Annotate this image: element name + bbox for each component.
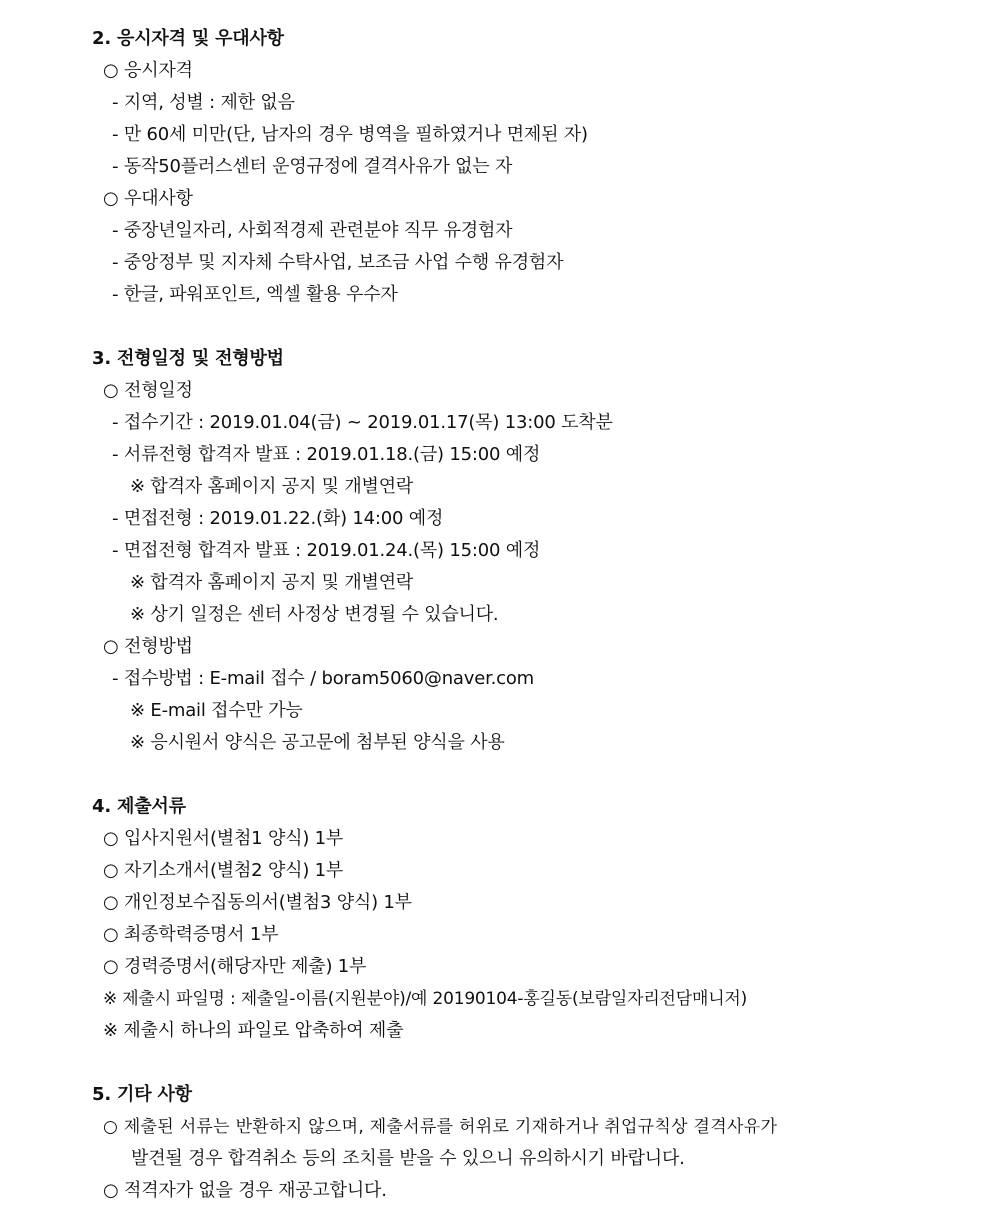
list-item: - 접수기간 : 2019.01.04(금) ~ 2019.01.17(목) 13:00 도착분 <box>112 412 613 433</box>
list-item: - 접수방법 : E-mail 접수 / boram5060@naver.com <box>112 668 535 689</box>
list-item: ○ 경력증명서(해당자만 제출) 1부 <box>103 956 367 977</box>
list-item: - 중장년일자리, 사회적경제 관련분야 직무 유경험자 <box>112 220 513 241</box>
subsection-label: ○ 전형방법 <box>103 636 193 657</box>
section-heading: 4. 제출서류 <box>92 796 186 817</box>
subsection-label: ○ 응시자격 <box>103 60 193 81</box>
list-item-continuation: 발견될 경우 합격취소 등의 조치를 받을 수 있으니 유의하시기 바랍니다. <box>131 1148 685 1169</box>
subsection-label: ○ 우대사항 <box>103 188 193 209</box>
list-item: ○ 제출된 서류는 반환하지 않으며, 제출서류를 허위로 기재하거나 취업규칙상 결격사유가 <box>103 1117 778 1137</box>
list-item: - 서류전형 합격자 발표 : 2019.01.18.(금) 15:00 예정 <box>112 444 541 465</box>
list-item: ○ 적격자가 없을 경우 재공고합니다. <box>103 1180 387 1201</box>
subsection-label: ○ 전형일정 <box>103 380 193 401</box>
section-heading: 2. 응시자격 및 우대사항 <box>92 28 284 49</box>
list-item: - 중앙정부 및 지자체 수탁사업, 보조금 사업 수행 유경험자 <box>112 252 564 273</box>
list-item: - 한글, 파워포인트, 엑셀 활용 우수자 <box>112 284 398 305</box>
note-item: ※ 상기 일정은 센터 사정상 변경될 수 있습니다. <box>130 604 499 625</box>
list-item: - 동작50플러스센터 운영규정에 결격사유가 없는 자 <box>112 156 513 177</box>
list-item: ○ 자기소개서(별첨2 양식) 1부 <box>103 860 344 881</box>
list-item: - 면접전형 합격자 발표 : 2019.01.24.(목) 15:00 예정 <box>112 540 541 561</box>
section-heading: 5. 기타 사항 <box>92 1084 192 1105</box>
section-heading: 3. 전형일정 및 전형방법 <box>92 348 284 369</box>
list-item: ○ 개인정보수집동의서(별첨3 양식) 1부 <box>103 892 412 913</box>
list-item: ○ 입사지원서(별첨1 양식) 1부 <box>103 828 344 849</box>
list-item: - 만 60세 미만(단, 남자의 경우 병역을 필하였거나 면제된 자) <box>112 124 588 145</box>
note-item: ※ E-mail 접수만 가능 <box>130 700 303 721</box>
note-item: ※ 응시원서 양식은 공고문에 첨부된 양식을 사용 <box>130 732 505 753</box>
list-item: ○ 최종학력증명서 1부 <box>103 924 279 945</box>
note-item: ※ 제출시 하나의 파일로 압축하여 제출 <box>103 1020 404 1041</box>
note-item: ※ 합격자 홈페이지 공지 및 개별연락 <box>130 572 414 593</box>
note-item: ※ 제출시 파일명 : 제출일-이름(지원분야)/예 20190104-홍길동(보람일자리전담매니저) <box>103 989 748 1009</box>
note-item: ※ 합격자 홈페이지 공지 및 개별연락 <box>130 476 414 497</box>
list-item: - 지역, 성별 : 제한 없음 <box>112 92 295 113</box>
list-item: - 면접전형 : 2019.01.22.(화) 14:00 예정 <box>112 508 444 529</box>
